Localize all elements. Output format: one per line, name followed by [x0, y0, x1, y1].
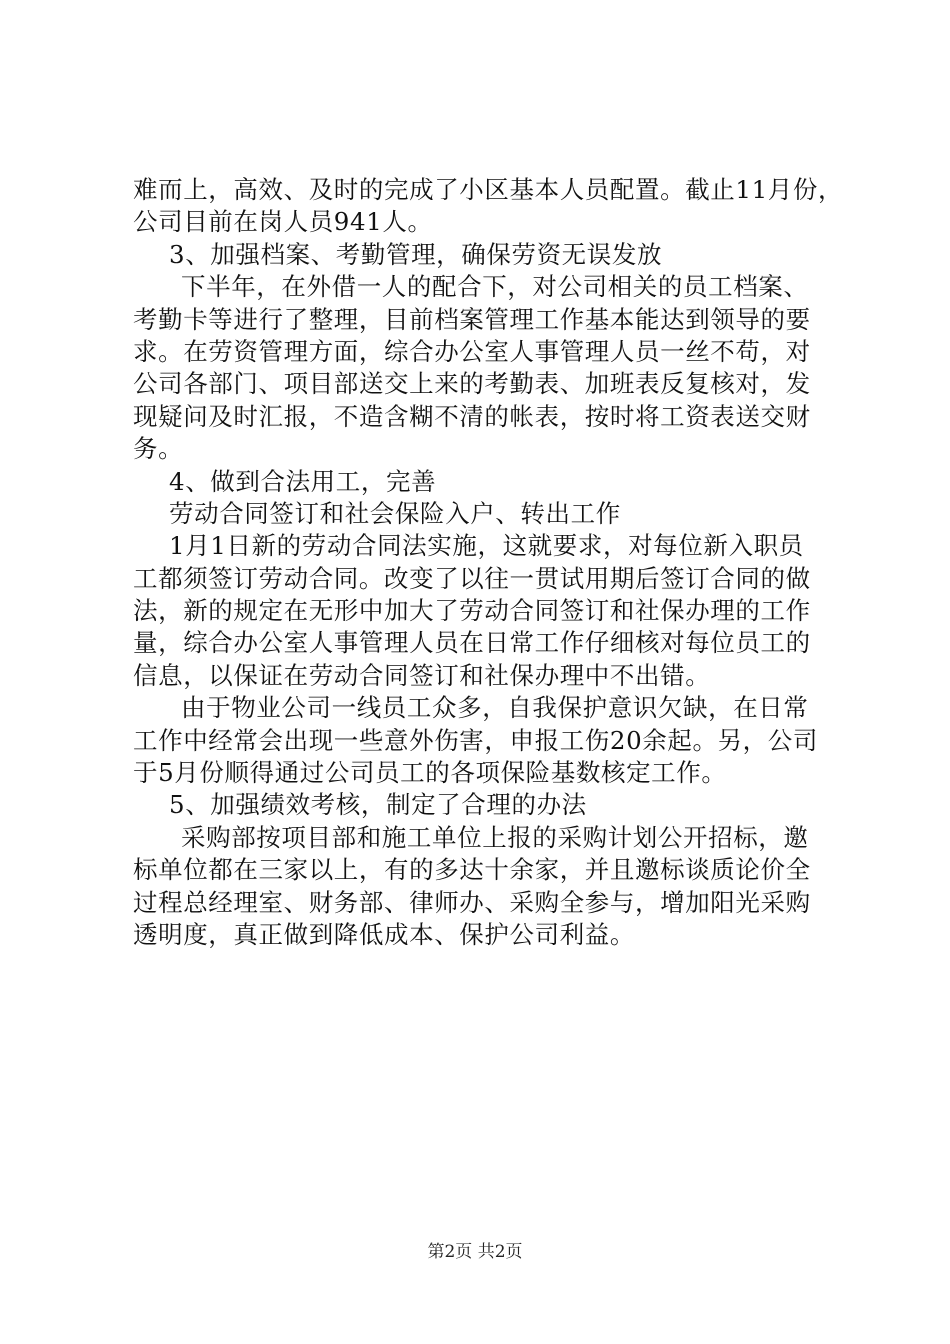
text-line: 过程总经理室、财务部、律师办、采购全参与，增加阳光采购 [133, 887, 811, 917]
text-line: 求。在劳资管理方面，综合办公室人事管理人员一丝不苟，对 [133, 336, 811, 366]
text-line: 工作中经常会出现一些意外伤害，申报工伤20余起。另，公司 [133, 725, 818, 755]
text-line: 透明度，真正做到降低成本、保护公司利益。 [133, 919, 635, 949]
text-line: 考勤卡等进行了整理，目前档案管理工作基本能达到领导的要 [133, 304, 811, 334]
text-line: 现疑问及时汇报，不造含糊不清的帐表，按时将工资表送交财 [133, 401, 811, 431]
section-heading: 4、做到合法用工，完善 [169, 466, 437, 496]
section-heading: 劳动合同签订和社会保险入户、转出工作 [169, 498, 621, 528]
text-line: 公司各部门、项目部送交上来的考勤表、加班表反复核对，发 [133, 369, 811, 399]
text-line: 于5月份顺得通过公司员工的各项保险基数核定工作。 [133, 758, 727, 788]
section-heading: 5、加强绩效考核，制定了合理的办法 [169, 790, 587, 820]
text-line: 难而上，高效、及时的完成了小区基本人员配置。截止11月份， [133, 175, 844, 204]
text-line: 1月1日新的劳动合同法实施，这就要求，对每位新入职员 [169, 531, 804, 561]
text-line: 由于物业公司一线员工众多，自我保护意识欠缺，在日常 [181, 693, 809, 723]
text-line: 务。 [133, 434, 184, 464]
text-line: 公司目前在岗人员941人。 [133, 207, 433, 237]
text-line: 工都须签订劳动合同。改变了以往一贯试用期后签订合同的做 [133, 563, 811, 593]
text-line: 量，综合办公室人事管理人员在日常工作仔细核对每位员工的 [133, 628, 811, 658]
page-number-footer: 第2页 共2页 [427, 1242, 523, 1262]
text-line: 采购部按项目部和施工单位上报的采购计划公开招标，邀 [181, 822, 809, 852]
text-line: 信息，以保证在劳动合同签订和社保办理中不出错。 [133, 660, 711, 690]
text-line: 标单位都在三家以上，有的多达十余家，并且邀标谈质论价全 [133, 855, 811, 885]
section-heading: 3、加强档案、考勤管理，确保劳资无误发放 [169, 239, 663, 269]
document-body [133, 174, 844, 951]
text-line: 下半年，在外借一人的配合下，对公司相关的员工档案、 [181, 272, 809, 302]
text-line: 法，新的规定在无形中加大了劳动合同签订和社保办理的工作 [133, 596, 811, 626]
